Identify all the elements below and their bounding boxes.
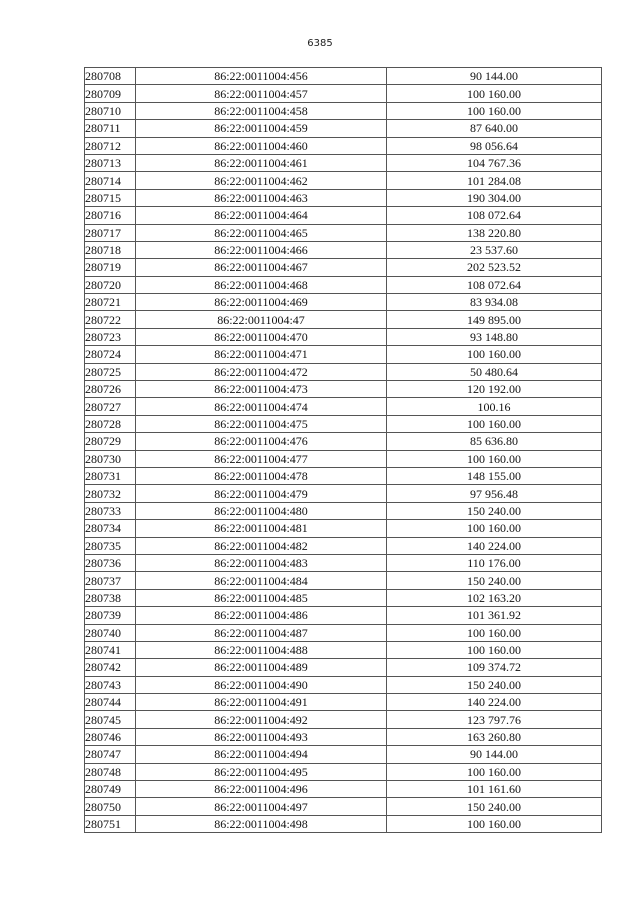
row-number-cell: 280728	[85, 415, 136, 432]
cadastral-number-cell: 86:22:0011004:498	[136, 815, 387, 832]
row-number-cell: 280730	[85, 450, 136, 467]
cadastral-number-cell: 86:22:0011004:459	[136, 120, 387, 137]
cadastral-number-cell: 86:22:0011004:482	[136, 537, 387, 554]
cadastral-number-cell: 86:22:0011004:462	[136, 172, 387, 189]
table-row	[85, 641, 602, 658]
row-number-cell: 280721	[85, 294, 136, 311]
row-number-cell: 280719	[85, 259, 136, 276]
cadastral-number-cell: 86:22:0011004:469	[136, 294, 387, 311]
cadastral-number-cell: 86:22:0011004:487	[136, 624, 387, 641]
table-row	[85, 485, 602, 502]
table-row	[85, 711, 602, 728]
value-cell: 101 161.60	[387, 781, 602, 798]
cadastral-number-cell: 86:22:0011004:465	[136, 224, 387, 241]
value-cell: 150 240.00	[387, 798, 602, 815]
cadastral-number-cell: 86:22:0011004:496	[136, 781, 387, 798]
row-number-cell: 280723	[85, 328, 136, 345]
cadastral-number-cell: 86:22:0011004:464	[136, 207, 387, 224]
cadastral-number-cell: 86:22:0011004:497	[136, 798, 387, 815]
row-number-cell: 280726	[85, 381, 136, 398]
value-cell: 100 160.00	[387, 415, 602, 432]
cadastral-number-cell: 86:22:0011004:463	[136, 189, 387, 206]
row-number-cell: 280747	[85, 746, 136, 763]
table-row	[85, 781, 602, 798]
cadastral-number-cell: 86:22:0011004:484	[136, 572, 387, 589]
cadastral-number-cell: 86:22:0011004:481	[136, 520, 387, 537]
table-row	[85, 537, 602, 554]
value-cell: 109 374.72	[387, 659, 602, 676]
table-row	[85, 276, 602, 293]
value-cell: 100 160.00	[387, 641, 602, 658]
row-number-cell: 280732	[85, 485, 136, 502]
value-cell: 140 224.00	[387, 694, 602, 711]
value-cell: 85 636.80	[387, 433, 602, 450]
table-row	[85, 763, 602, 780]
value-cell: 101 361.92	[387, 607, 602, 624]
table-row	[85, 676, 602, 693]
cadastral-number-cell: 86:22:0011004:473	[136, 381, 387, 398]
value-cell: 50 480.64	[387, 363, 602, 380]
row-number-cell: 280722	[85, 311, 136, 328]
value-cell: 140 224.00	[387, 537, 602, 554]
cadastral-number-cell: 86:22:0011004:471	[136, 346, 387, 363]
table-row	[85, 659, 602, 676]
table-body	[85, 68, 602, 833]
value-cell: 90 144.00	[387, 746, 602, 763]
value-cell: 101 284.08	[387, 172, 602, 189]
row-number-cell: 280733	[85, 502, 136, 519]
cadastral-number-cell: 86:22:0011004:478	[136, 467, 387, 484]
row-number-cell: 280750	[85, 798, 136, 815]
cadastral-number-cell: 86:22:0011004:475	[136, 415, 387, 432]
cadastral-number-cell: 86:22:0011004:457	[136, 85, 387, 102]
table-row	[85, 294, 602, 311]
table-row	[85, 572, 602, 589]
table-row	[85, 137, 602, 154]
value-cell: 87 640.00	[387, 120, 602, 137]
row-number-cell: 280741	[85, 641, 136, 658]
cadastral-number-cell: 86:22:0011004:466	[136, 241, 387, 258]
value-cell: 98 056.64	[387, 137, 602, 154]
value-cell: 150 240.00	[387, 572, 602, 589]
value-cell: 83 934.08	[387, 294, 602, 311]
table-row	[85, 624, 602, 641]
row-number-cell: 280736	[85, 554, 136, 571]
cadastral-number-cell: 86:22:0011004:493	[136, 728, 387, 745]
row-number-cell: 280735	[85, 537, 136, 554]
cadastral-number-cell: 86:22:0011004:485	[136, 589, 387, 606]
row-number-cell: 280734	[85, 520, 136, 537]
value-cell: 23 537.60	[387, 241, 602, 258]
cadastral-number-cell: 86:22:0011004:456	[136, 68, 387, 85]
value-cell: 138 220.80	[387, 224, 602, 241]
value-cell: 102 163.20	[387, 589, 602, 606]
table-row	[85, 207, 602, 224]
row-number-cell: 280743	[85, 676, 136, 693]
table-row	[85, 311, 602, 328]
value-cell: 93 148.80	[387, 328, 602, 345]
cadastral-number-cell: 86:22:0011004:47	[136, 311, 387, 328]
row-number-cell: 280748	[85, 763, 136, 780]
table-row	[85, 694, 602, 711]
table-row	[85, 798, 602, 815]
cadastral-number-cell: 86:22:0011004:480	[136, 502, 387, 519]
value-cell: 100 160.00	[387, 624, 602, 641]
row-number-cell: 280751	[85, 815, 136, 832]
table-row	[85, 154, 602, 171]
row-number-cell: 280717	[85, 224, 136, 241]
row-number-cell: 280727	[85, 398, 136, 415]
row-number-cell: 280749	[85, 781, 136, 798]
table-row	[85, 85, 602, 102]
table-row	[85, 815, 602, 832]
row-number-cell: 280720	[85, 276, 136, 293]
table-row	[85, 502, 602, 519]
value-cell: 120 192.00	[387, 381, 602, 398]
row-number-cell: 280740	[85, 624, 136, 641]
value-cell: 123 797.76	[387, 711, 602, 728]
table-row	[85, 398, 602, 415]
value-cell: 100 160.00	[387, 85, 602, 102]
table-row	[85, 728, 602, 745]
cadastral-number-cell: 86:22:0011004:495	[136, 763, 387, 780]
cadastral-number-cell: 86:22:0011004:468	[136, 276, 387, 293]
value-cell: 190 304.00	[387, 189, 602, 206]
value-cell: 100 160.00	[387, 763, 602, 780]
cadastral-number-cell: 86:22:0011004:489	[136, 659, 387, 676]
table-row	[85, 102, 602, 119]
value-cell: 108 072.64	[387, 207, 602, 224]
row-number-cell: 280745	[85, 711, 136, 728]
row-number-cell: 280718	[85, 241, 136, 258]
table-row	[85, 68, 602, 85]
table-row	[85, 450, 602, 467]
table-row	[85, 415, 602, 432]
row-number-cell: 280715	[85, 189, 136, 206]
row-number-cell: 280744	[85, 694, 136, 711]
value-cell: 100 160.00	[387, 520, 602, 537]
table-row	[85, 224, 602, 241]
value-cell: 100.16	[387, 398, 602, 415]
value-cell: 100 160.00	[387, 815, 602, 832]
value-cell: 150 240.00	[387, 502, 602, 519]
cadastral-number-cell: 86:22:0011004:483	[136, 554, 387, 571]
table-row	[85, 241, 602, 258]
cadastral-number-cell: 86:22:0011004:486	[136, 607, 387, 624]
row-number-cell: 280709	[85, 85, 136, 102]
table-row	[85, 328, 602, 345]
table-row	[85, 346, 602, 363]
value-cell: 149 895.00	[387, 311, 602, 328]
page-number: 6385	[307, 38, 333, 49]
row-number-cell: 280712	[85, 137, 136, 154]
row-number-cell: 280738	[85, 589, 136, 606]
cadastral-number-cell: 86:22:0011004:474	[136, 398, 387, 415]
table-row	[85, 554, 602, 571]
cadastral-number-cell: 86:22:0011004:479	[136, 485, 387, 502]
row-number-cell: 280711	[85, 120, 136, 137]
cadastral-number-cell: 86:22:0011004:467	[136, 259, 387, 276]
cadastral-table	[84, 67, 602, 833]
row-number-cell: 280714	[85, 172, 136, 189]
row-number-cell: 280716	[85, 207, 136, 224]
cadastral-number-cell: 86:22:0011004:491	[136, 694, 387, 711]
table-row	[85, 746, 602, 763]
table-row	[85, 433, 602, 450]
value-cell: 110 176.00	[387, 554, 602, 571]
row-number-cell: 280731	[85, 467, 136, 484]
value-cell: 90 144.00	[387, 68, 602, 85]
cadastral-number-cell: 86:22:0011004:470	[136, 328, 387, 345]
cadastral-number-cell: 86:22:0011004:494	[136, 746, 387, 763]
value-cell: 100 160.00	[387, 450, 602, 467]
cadastral-number-cell: 86:22:0011004:492	[136, 711, 387, 728]
cadastral-number-cell: 86:22:0011004:477	[136, 450, 387, 467]
table-row	[85, 589, 602, 606]
row-number-cell: 280725	[85, 363, 136, 380]
row-number-cell: 280737	[85, 572, 136, 589]
table-row	[85, 172, 602, 189]
value-cell: 100 160.00	[387, 346, 602, 363]
cadastral-number-cell: 86:22:0011004:460	[136, 137, 387, 154]
value-cell: 104 767.36	[387, 154, 602, 171]
row-number-cell: 280739	[85, 607, 136, 624]
row-number-cell: 280710	[85, 102, 136, 119]
cadastral-number-cell: 86:22:0011004:490	[136, 676, 387, 693]
row-number-cell: 280713	[85, 154, 136, 171]
table-row	[85, 259, 602, 276]
value-cell: 97 956.48	[387, 485, 602, 502]
row-number-cell: 280746	[85, 728, 136, 745]
cadastral-number-cell: 86:22:0011004:458	[136, 102, 387, 119]
table-row	[85, 520, 602, 537]
value-cell: 108 072.64	[387, 276, 602, 293]
value-cell: 100 160.00	[387, 102, 602, 119]
table-row	[85, 363, 602, 380]
row-number-cell: 280729	[85, 433, 136, 450]
value-cell: 150 240.00	[387, 676, 602, 693]
table-row	[85, 381, 602, 398]
table-row	[85, 189, 602, 206]
cadastral-number-cell: 86:22:0011004:461	[136, 154, 387, 171]
row-number-cell: 280742	[85, 659, 136, 676]
table-row	[85, 607, 602, 624]
value-cell: 163 260.80	[387, 728, 602, 745]
value-cell: 148 155.00	[387, 467, 602, 484]
cadastral-number-cell: 86:22:0011004:488	[136, 641, 387, 658]
cadastral-number-cell: 86:22:0011004:476	[136, 433, 387, 450]
row-number-cell: 280708	[85, 68, 136, 85]
cadastral-number-cell: 86:22:0011004:472	[136, 363, 387, 380]
table-row	[85, 467, 602, 484]
row-number-cell: 280724	[85, 346, 136, 363]
value-cell: 202 523.52	[387, 259, 602, 276]
table-row	[85, 120, 602, 137]
